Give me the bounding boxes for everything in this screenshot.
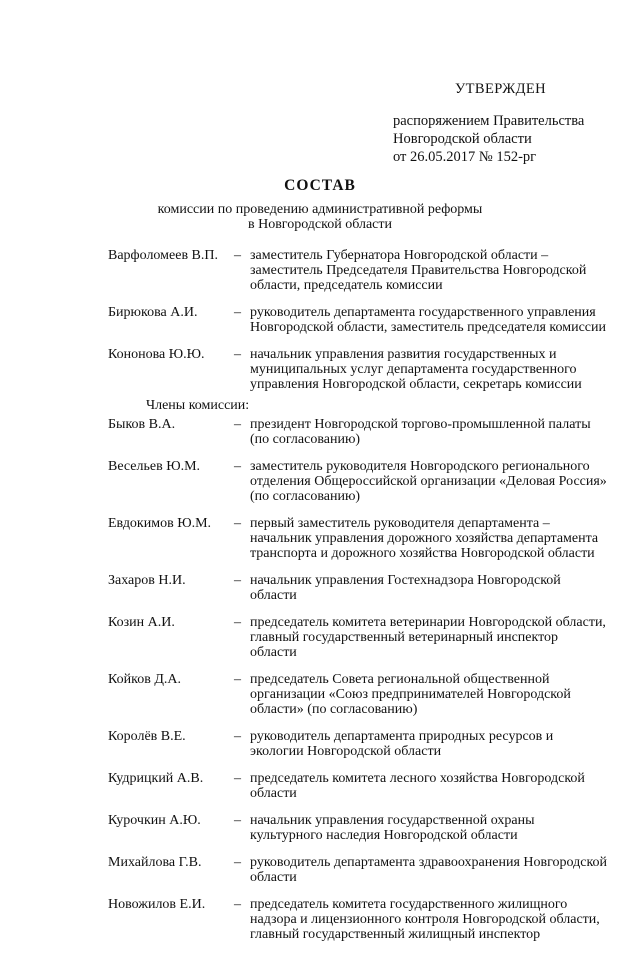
approval-line-3: от 26.05.2017 № 152-рг — [393, 149, 537, 165]
list-item — [108, 813, 608, 843]
member-position: президент Новгородской торгово-промышленной палаты (по согласованию) — [250, 417, 591, 447]
member-name: Весельев Ю.М. — [108, 459, 201, 474]
list-item — [108, 672, 608, 717]
member-name: Козин А.И. — [108, 615, 175, 630]
list-item — [108, 459, 608, 504]
member-position: председатель комитета ветеринарии Новгородской области, главный государственный ветеринарный инспектор области — [250, 615, 606, 660]
list-item — [108, 347, 608, 392]
member-name: Кудрицкий А.В. — [108, 771, 204, 786]
dash: – — [234, 729, 241, 744]
member-name: Койков Д.А. — [108, 672, 181, 687]
member-name: Курочкин А.Ю. — [108, 813, 201, 828]
dash: – — [234, 248, 241, 263]
dash: – — [234, 897, 241, 912]
list-item — [108, 516, 608, 561]
member-position: председатель Совета региональной общественной организации «Союз предпринимателей Новгородской области» (по согласованию) — [250, 672, 571, 717]
composition-list — [108, 248, 608, 954]
member-position: начальник управления развития государственных и муниципальных услуг департамента государственного управления Новгородской области, секретарь комиссии — [250, 347, 582, 392]
document-subtitle-line-2: в Новгородской области — [247, 217, 393, 232]
list-item — [108, 897, 608, 942]
member-position: председатель комитета государственного жилищного надзора и лицензионного контроля Новгородской области, главный государственный жилищный инспектор — [250, 897, 600, 942]
member-name: Бирюкова А.И. — [108, 305, 198, 320]
approval-title: УТВЕРЖДЕН — [455, 81, 547, 97]
approval-line-2: Новгородской области — [393, 131, 532, 147]
dash: – — [234, 672, 241, 687]
member-name: Захаров Н.И. — [108, 573, 186, 588]
dash: – — [234, 855, 241, 870]
document-title: СОСТАВ — [284, 177, 356, 194]
dash: – — [234, 615, 241, 630]
list-item — [108, 305, 608, 335]
member-name: Варфоломеев В.П. — [108, 248, 219, 263]
approval-block — [393, 80, 623, 166]
dash: – — [234, 813, 241, 828]
dash: – — [234, 347, 241, 362]
member-name: Королёв В.Е. — [108, 729, 186, 744]
dash: – — [234, 771, 241, 786]
member-position: заместитель руководителя Новгородского регионального отделения Общероссийской организации «Деловая Россия» (по согласованию) — [250, 459, 607, 504]
member-position: руководитель департамента здравоохранения Новгородской области — [250, 855, 608, 885]
member-position: заместитель Губернатора Новгородской области – заместитель Председателя Правительства Новгородской области, председатель комиссии — [250, 248, 587, 293]
list-item — [108, 855, 608, 885]
list-item — [108, 615, 608, 660]
members-heading: Члены комиссии: — [146, 398, 250, 413]
member-name: Евдокимов Ю.М. — [108, 516, 212, 531]
list-item — [108, 729, 608, 759]
document-heading — [80, 176, 560, 232]
member-position: первый заместитель руководителя департамента – начальник управления дорожного хозяйства департамента транспорта и дорожного хозяйства Новгородской области — [250, 516, 599, 561]
dash: – — [234, 459, 241, 474]
member-position: начальник управления Гостехнадзора Новгородской области — [250, 573, 561, 603]
dash: – — [234, 305, 241, 320]
dash: – — [234, 516, 241, 531]
member-position: начальник управления государственной охраны культурного наследия Новгородской области — [250, 813, 535, 843]
member-name: Кононова Ю.Ю. — [108, 347, 205, 362]
document-subtitle-line-1: комиссии по проведению административной реформы — [157, 202, 483, 217]
list-item — [108, 248, 608, 293]
member-name: Новожилов Е.И. — [108, 897, 206, 912]
member-position: руководитель департамента государственного управления Новгородской области, заместитель председателя комиссии — [250, 305, 607, 335]
list-item — [108, 573, 608, 603]
list-item — [108, 417, 608, 447]
member-name: Михайлова Г.В. — [108, 855, 202, 870]
dash: – — [234, 417, 241, 432]
member-position: председатель комитета лесного хозяйства Новгородской области — [250, 771, 585, 801]
approval-line-1: распоряжением Правительства — [393, 113, 585, 129]
member-position: руководитель департамента природных ресурсов и экологии Новгородской области — [250, 729, 554, 759]
member-name: Быков В.А. — [108, 417, 176, 432]
dash: – — [234, 573, 241, 588]
list-item — [108, 771, 608, 801]
